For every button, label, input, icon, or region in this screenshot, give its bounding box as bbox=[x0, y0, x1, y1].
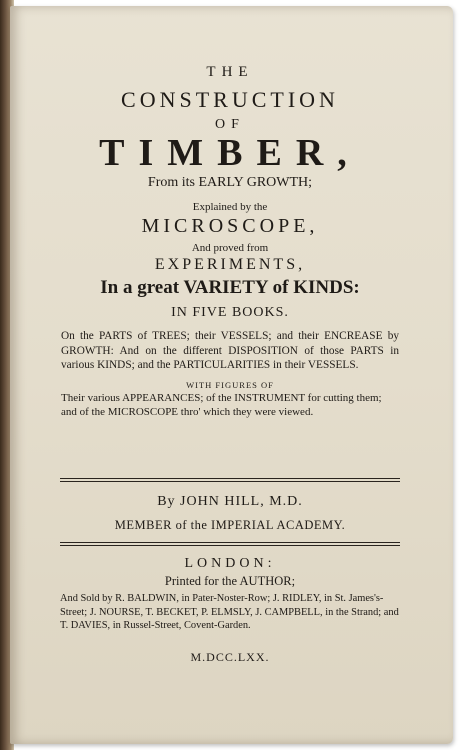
figures-heading: WITH FIGURES OF bbox=[186, 379, 274, 390]
imprint-date: M.DCC.LXX. bbox=[190, 650, 270, 664]
member-line: MEMBER of the IMPERIAL ACADEMY. bbox=[114, 518, 346, 532]
figures-paragraph: Their various APPEARANCES; of the INSTRUMENT for cutting them; and of the MICROSCOPE thro' which they were viewed. bbox=[61, 391, 382, 418]
subtitle-from: From its EARLY GROWTH; bbox=[147, 175, 313, 190]
title-page bbox=[10, 6, 453, 744]
description-paragraph: On the PARTS of TREES; their VESSELS; and their ENCREASE by GROWTH: And on the different DISPOSITION of those PARTS in various KINDS; and the PARTICULARITIES in their VESSELS. bbox=[61, 330, 399, 371]
subtitle-proved: And proved from bbox=[191, 242, 269, 254]
author-line: By JOHN HILL, M.D. bbox=[157, 494, 303, 509]
title-timber: TIMBER, bbox=[99, 132, 361, 174]
subtitle-books: IN FIVE BOOKS. bbox=[171, 305, 289, 320]
title-of: OF bbox=[215, 117, 245, 132]
title-the: THE bbox=[206, 64, 254, 80]
subtitle-variety: In a great VARIETY of KINDS: bbox=[100, 277, 360, 298]
bottom-double-rule bbox=[60, 542, 400, 546]
imprint-city: LONDON: bbox=[184, 556, 276, 571]
subtitle-microscope: MICROSCOPE, bbox=[141, 215, 319, 237]
subtitle-experiments: EXPERIMENTS, bbox=[154, 256, 306, 273]
imprint-sellers: And Sold by R. BALDWIN, in Pater-Noster-Row; J. RIDLEY, in St. James's-Street; J. NOURSE, T. BECKET, P. ELMSLY, J. CAMPBELL, in the Strand; and T. DAVIES, in Russel-Street, Covent-Garden. bbox=[60, 593, 399, 631]
top-double-rule bbox=[60, 478, 400, 482]
title-page-content bbox=[60, 54, 400, 664]
imprint-printed: Printed for the AUTHOR; bbox=[164, 574, 296, 588]
title-construction: CONSTRUCTION bbox=[121, 87, 339, 112]
subtitle-explained: Explained by the bbox=[192, 201, 268, 213]
